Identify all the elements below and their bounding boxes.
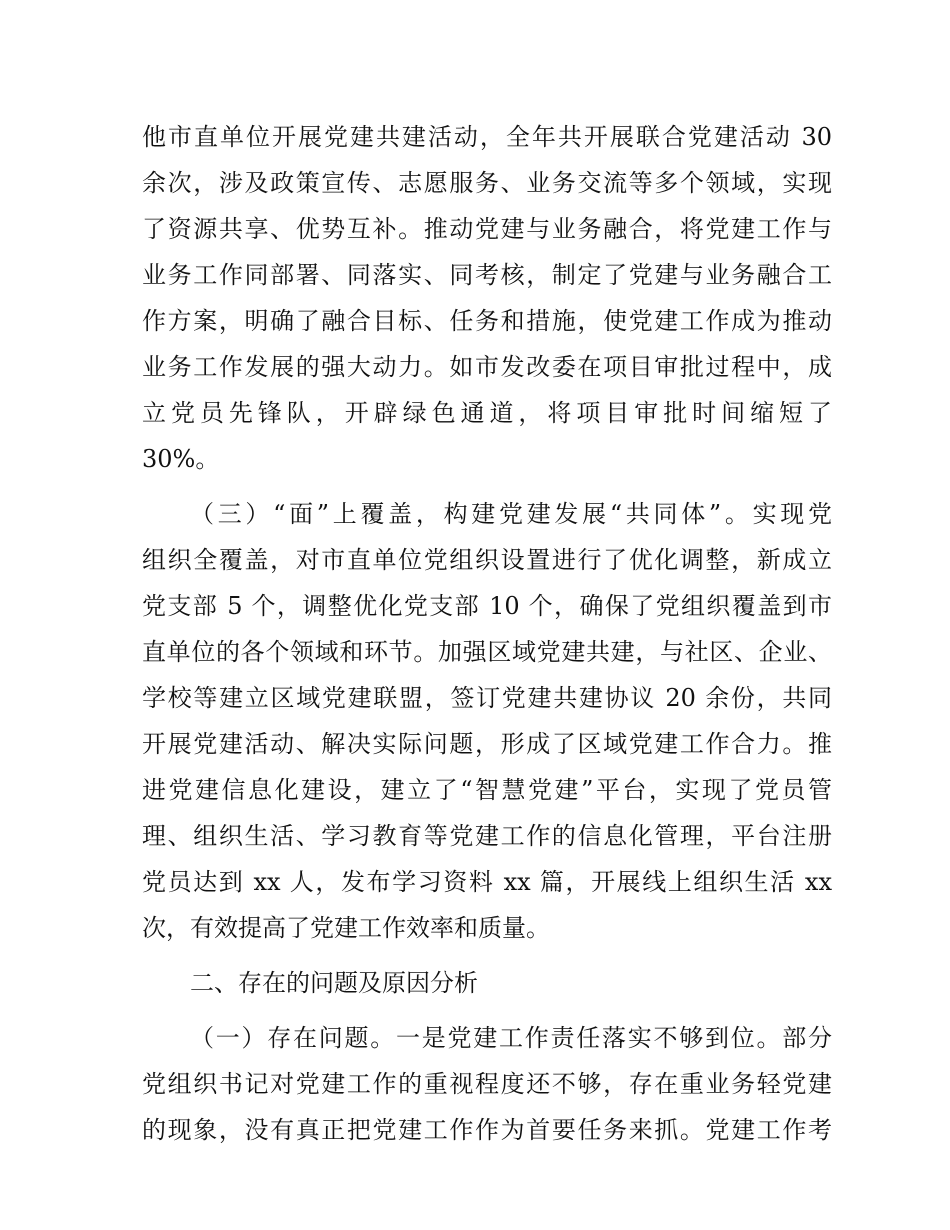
text-line: 作方案，明确了融合目标、任务和措施，使党建工作成为推动 <box>142 307 832 335</box>
section-heading: 二、存在的问题及原因分析 <box>190 969 478 997</box>
text-line: 业务工作发展的强大动力。如市发改委在项目审批过程中，成 <box>142 353 832 381</box>
document-body <box>142 114 832 1153</box>
text-line: 开展党建活动、解决实际问题，形成了区域党建工作合力。推 <box>142 730 832 758</box>
paragraph-coverage <box>142 491 832 951</box>
text-line: 党支部 5 个，调整优化党支部 10 个，确保了党组织覆盖到市 <box>142 592 832 620</box>
text-line: 30%。 <box>142 445 220 473</box>
text-line: 党员达到 xx 人，发布学习资料 xx 篇，开展线上组织生活 xx <box>142 868 832 896</box>
text-line: （三）“面”上覆盖，构建党建发展“共同体”。实现党 <box>190 500 832 528</box>
text-line: 他市直单位开展党建共建活动，全年共开展联合党建活动 30 <box>142 123 832 151</box>
text-line: 了资源共享、优势互补。推动党建与业务融合，将党建工作与 <box>142 215 832 243</box>
text-line: 余次，涉及政策宣传、志愿服务、业务交流等多个领域，实现 <box>142 169 832 197</box>
paragraph-problems <box>142 1015 832 1153</box>
text-line: 业务工作同部署、同落实、同考核，制定了党建与业务融合工 <box>142 261 832 289</box>
text-line: 学校等建立区域党建联盟，签订党建共建协议 20 余份，共同 <box>142 684 832 712</box>
text-line: 理、组织生活、学习教育等党建工作的信息化管理，平台注册 <box>142 822 832 850</box>
text-line: 党组织书记对党建工作的重视程度还不够，存在重业务轻党建 <box>142 1070 832 1098</box>
paragraph-cooperation <box>142 114 832 482</box>
text-line: 立党员先锋队，开辟绿色通道，将项目审批时间缩短了 <box>142 399 832 427</box>
text-line: 进党建信息化建设，建立了“智慧党建”平台，实现了党员管 <box>142 776 832 804</box>
text-line: 组织全覆盖，对市直单位党组织设置进行了优化调整，新成立 <box>142 546 832 574</box>
text-line: 次，有效提高了党建工作效率和质量。 <box>142 914 550 942</box>
text-line: 的现象，没有真正把党建工作作为首要任务来抓。党建工作考 <box>142 1116 832 1144</box>
text-line: （一）存在问题。一是党建工作责任落实不够到位。部分 <box>190 1024 832 1052</box>
text-line: 直单位的各个领域和环节。加强区域党建共建，与社区、企业、 <box>142 638 832 666</box>
